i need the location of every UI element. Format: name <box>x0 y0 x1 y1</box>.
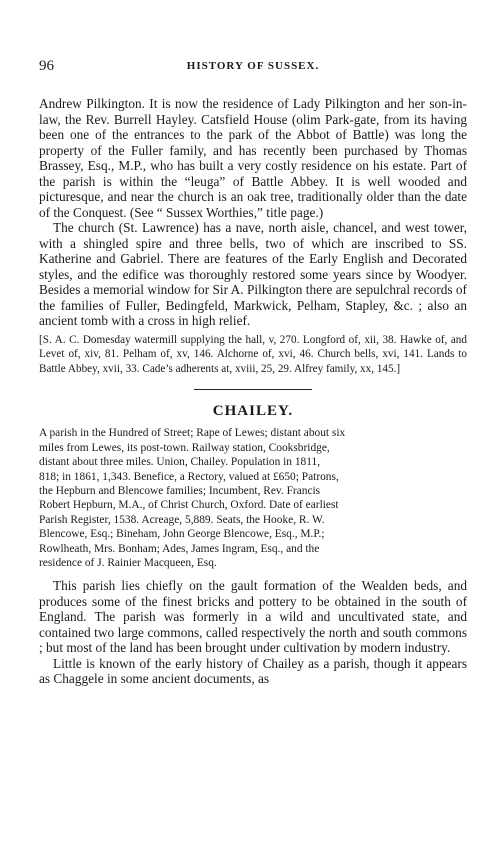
catsfield-references: [S. A. C. Domesday watermill supplying the hall, v, 270. Longford of, xii, 38. Hawke of, and Levet of, xiv, 81. Pelham of, xv, 146. Alchorne of, xvi, 46. Church bells, xvi, 141. Lands to Battle Abbey, xvii, 33. Cade’s adherents at, xviii, 25, 29. Alfrey family, xx, 145.] <box>39 333 467 375</box>
summary-line: miles from Lewes, its post-town. Railway station, Cooksbridge, <box>39 441 330 454</box>
summary-line: the Hepburn and Blencowe families; Incumbent, Rev. Francis <box>39 484 321 497</box>
catsfield-church-paragraph: The church (St. Lawrence) has a nave, north aisle, chancel, and west tower, with a shingled spire and three bells, two of which are inscribed to SS. Katherine and Gabriel. There are features of the Early English and Decorated styles, and the edifice was thoroughly restored some years since by Woodyer. Besides a memorial window for Sir A. Pilkington there are sepulchral records of the families of Fuller, Bedingfeld, Markwick, Pelham, Stapley, &c. ; also an ancient tomb with a cross in high relief. <box>39 220 467 328</box>
catsfield-paragraph-1: Andrew Pilkington. It is now the residence of Lady Pilkington and her son-in-law, the Rev. Burrell Hayley. Catsfield House (olim Park-gate, from its having been one of the entrances to the park of the Abbot of Battle) was long the property of the Fuller family, and has recently been purchased by Thomas Brassey, Esq., M.P., who has built a very costly residence on his estate. Part of the parish is within the “leuga” of Battle Abbey. It is well wooded and picturesque, and near the church is an oak tree, traditionally older than the date of the Conquest. (See “ Sussex Worthies,” title page.) <box>39 96 467 220</box>
summary-line: distant about three miles. Union, Chailey. Population in 1811, <box>39 456 321 469</box>
running-title: HISTORY OF SUSSEX. <box>186 60 320 72</box>
summary-line: 818; in 1861, 1,343. Benefice, a Rectory, valued at £650; Patrons, <box>39 470 339 483</box>
chailey-paragraph-2: Little is known of the early history of Chailey as a parish, though it appears as Chaggele in some ancient documents, as <box>39 655 467 687</box>
summary-line: residence of J. Rainier Macqueen, Esq. <box>39 556 217 569</box>
section-divider <box>194 389 312 390</box>
book-page <box>39 58 467 687</box>
chailey-summary <box>39 426 467 570</box>
summary-line: Blencowe, Esq.; Bineham, John George Blencowe, Esq., M.P.; <box>39 528 325 541</box>
summary-line: Parish Register, 1538. Acreage, 5,889. Seats, the Hooke, R. W. <box>39 513 325 526</box>
page-number: 96 <box>39 58 54 74</box>
running-head <box>39 58 467 76</box>
summary-line: Robert Hepburn, M.A., of Christ Church, Oxford. Date of earliest <box>39 499 339 512</box>
summary-line: A parish in the Hundred of Street; Rape of Lewes; distant about six <box>39 427 346 440</box>
summary-line: Rowlheath, Mrs. Bonham; Ades, James Ingram, Esq., and the <box>39 542 320 555</box>
chailey-paragraph-1: This parish lies chiefly on the gault formation of the Wealden beds, and produces some of the finest bricks and pottery to be obtained in the south of England. The parish was formerly in a wild and uncultivated state, and contained two large commons, called respectively the north and south commons ; but most of the land has been brought under cultivation by modern industry. <box>39 578 467 656</box>
chailey-heading: CHAILEY. <box>212 403 294 420</box>
